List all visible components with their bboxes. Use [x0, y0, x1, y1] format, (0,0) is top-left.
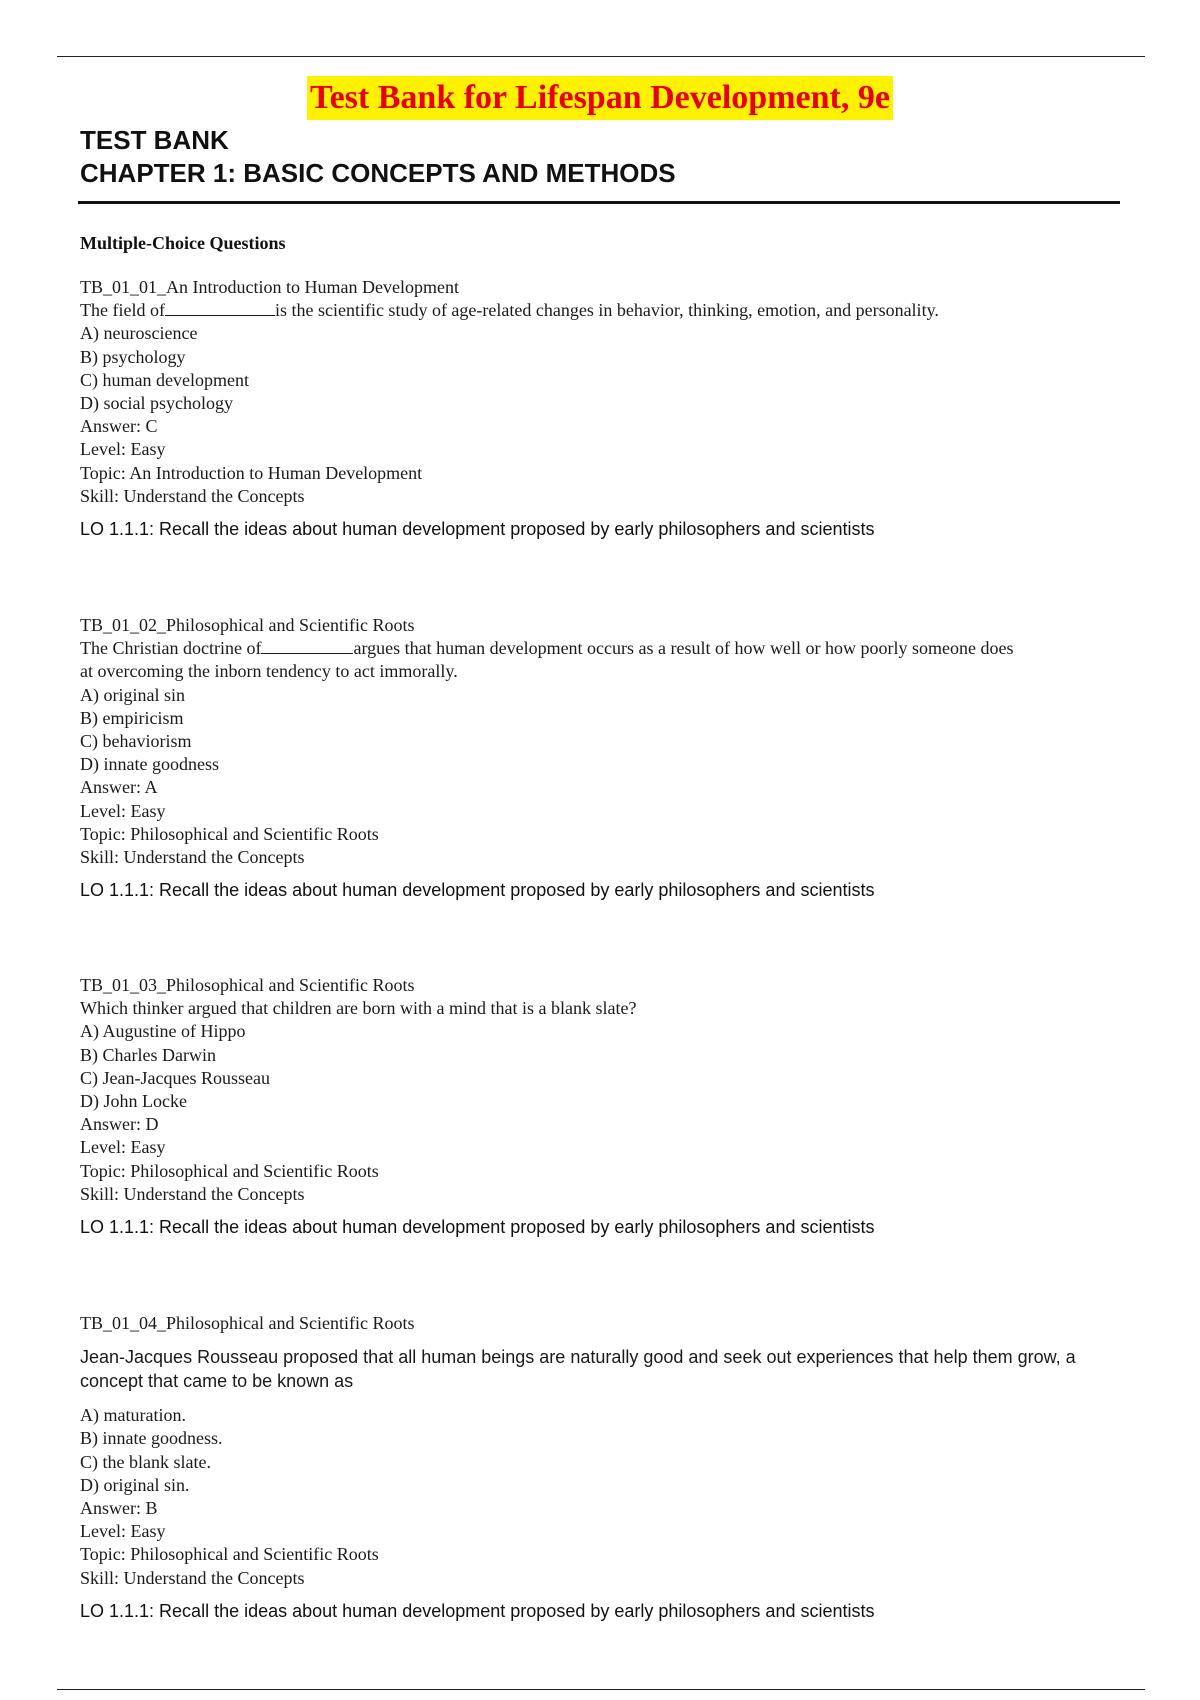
answer: Answer: D [80, 1114, 159, 1135]
stem-after: is the scientific study of age-related changes in behavior, thinking, emotion, and personality. [274, 300, 939, 321]
document-title: Test Bank for Lifespan Development, 9e [307, 76, 893, 120]
skill: Skill: Understand the Concepts [80, 485, 305, 506]
learning-objective: LO 1.1.1: Recall the ideas about human development proposed by early philosophers and scientists [80, 519, 875, 540]
option-a: A) Augustine of Hippo [80, 1021, 246, 1042]
question-id: TB_01_04_Philosophical and Scientific Roots [80, 1313, 415, 1333]
answer: Answer: A [80, 777, 158, 798]
answer-blank [261, 638, 353, 654]
option-c: C) human development [80, 369, 249, 390]
option-c: C) Jean-Jacques Rousseau [80, 1067, 270, 1088]
question-id: TB_01_01_An Introduction to Human Development [80, 277, 459, 297]
option-d: D) social psychology [80, 393, 233, 414]
option-a: A) original sin [80, 684, 185, 705]
option-d: D) innate goodness [80, 754, 219, 775]
question-2 [80, 614, 1120, 902]
topic: Topic: An Introduction to Human Development [80, 462, 423, 483]
topic: Topic: Philosophical and Scientific Roots [80, 1544, 379, 1565]
heading-rule [78, 201, 1120, 204]
question-id: TB_01_02_Philosophical and Scientific Roots [80, 615, 415, 635]
question-id: TB_01_03_Philosophical and Scientific Roots [80, 975, 415, 995]
stem-after: argues that human development occurs as a result of how well or how poorly someone does [353, 638, 1014, 659]
chapter-heading [80, 124, 1120, 190]
question-4 [80, 1312, 1120, 1623]
answer: Answer: B [80, 1498, 158, 1519]
topic: Topic: Philosophical and Scientific Roots [80, 823, 379, 844]
question-3 [80, 974, 1120, 1239]
level: Level: Easy [80, 1521, 166, 1542]
question-stem: Jean-Jacques Rousseau proposed that all human beings are naturally good and seek out experiences that help them grow, a concept that came to be known as [80, 1347, 1076, 1391]
option-d: D) John Locke [80, 1091, 187, 1112]
top-rule [57, 56, 1145, 57]
heading-chapter: CHAPTER 1: BASIC CONCEPTS AND METHODS [80, 158, 676, 188]
learning-objective: LO 1.1.1: Recall the ideas about human development proposed by early philosophers and scientists [80, 880, 875, 901]
option-a: A) neuroscience [80, 323, 198, 344]
stem-before: The field of [80, 300, 165, 321]
question-1 [80, 276, 1120, 541]
level: Level: Easy [80, 439, 166, 460]
option-a: A) maturation. [80, 1405, 186, 1426]
question-stem [80, 637, 1120, 660]
section-heading: Multiple-Choice Questions [80, 233, 286, 253]
skill: Skill: Understand the Concepts [80, 847, 305, 868]
stem-before: The Christian doctrine of [80, 638, 262, 659]
learning-objective: LO 1.1.1: Recall the ideas about human development proposed by early philosophers and scientists [80, 1600, 875, 1621]
option-b: B) Charles Darwin [80, 1044, 216, 1065]
option-d: D) original sin. [80, 1474, 190, 1495]
answer-blank [165, 300, 275, 316]
option-b: B) empiricism [80, 707, 184, 728]
topic: Topic: Philosophical and Scientific Roots [80, 1160, 379, 1181]
question-stem-continued: at overcoming the inborn tendency to act immorally. [80, 661, 458, 682]
question-stem [80, 299, 1120, 322]
skill: Skill: Understand the Concepts [80, 1567, 305, 1588]
answer: Answer: C [80, 416, 158, 437]
option-c: C) the blank slate. [80, 1451, 211, 1472]
bottom-rule [57, 1689, 1145, 1690]
level: Level: Easy [80, 800, 166, 821]
option-b: B) psychology [80, 346, 186, 367]
title-wrap [0, 76, 1200, 120]
skill: Skill: Understand the Concepts [80, 1183, 305, 1204]
question-stem: Which thinker argued that children are born with a mind that is a blank slate? [80, 998, 637, 1019]
level: Level: Easy [80, 1137, 166, 1158]
heading-test-bank: TEST BANK [80, 125, 229, 155]
learning-objective: LO 1.1.1: Recall the ideas about human development proposed by early philosophers and scientists [80, 1217, 875, 1238]
option-c: C) behaviorism [80, 731, 192, 752]
option-b: B) innate goodness. [80, 1428, 223, 1449]
